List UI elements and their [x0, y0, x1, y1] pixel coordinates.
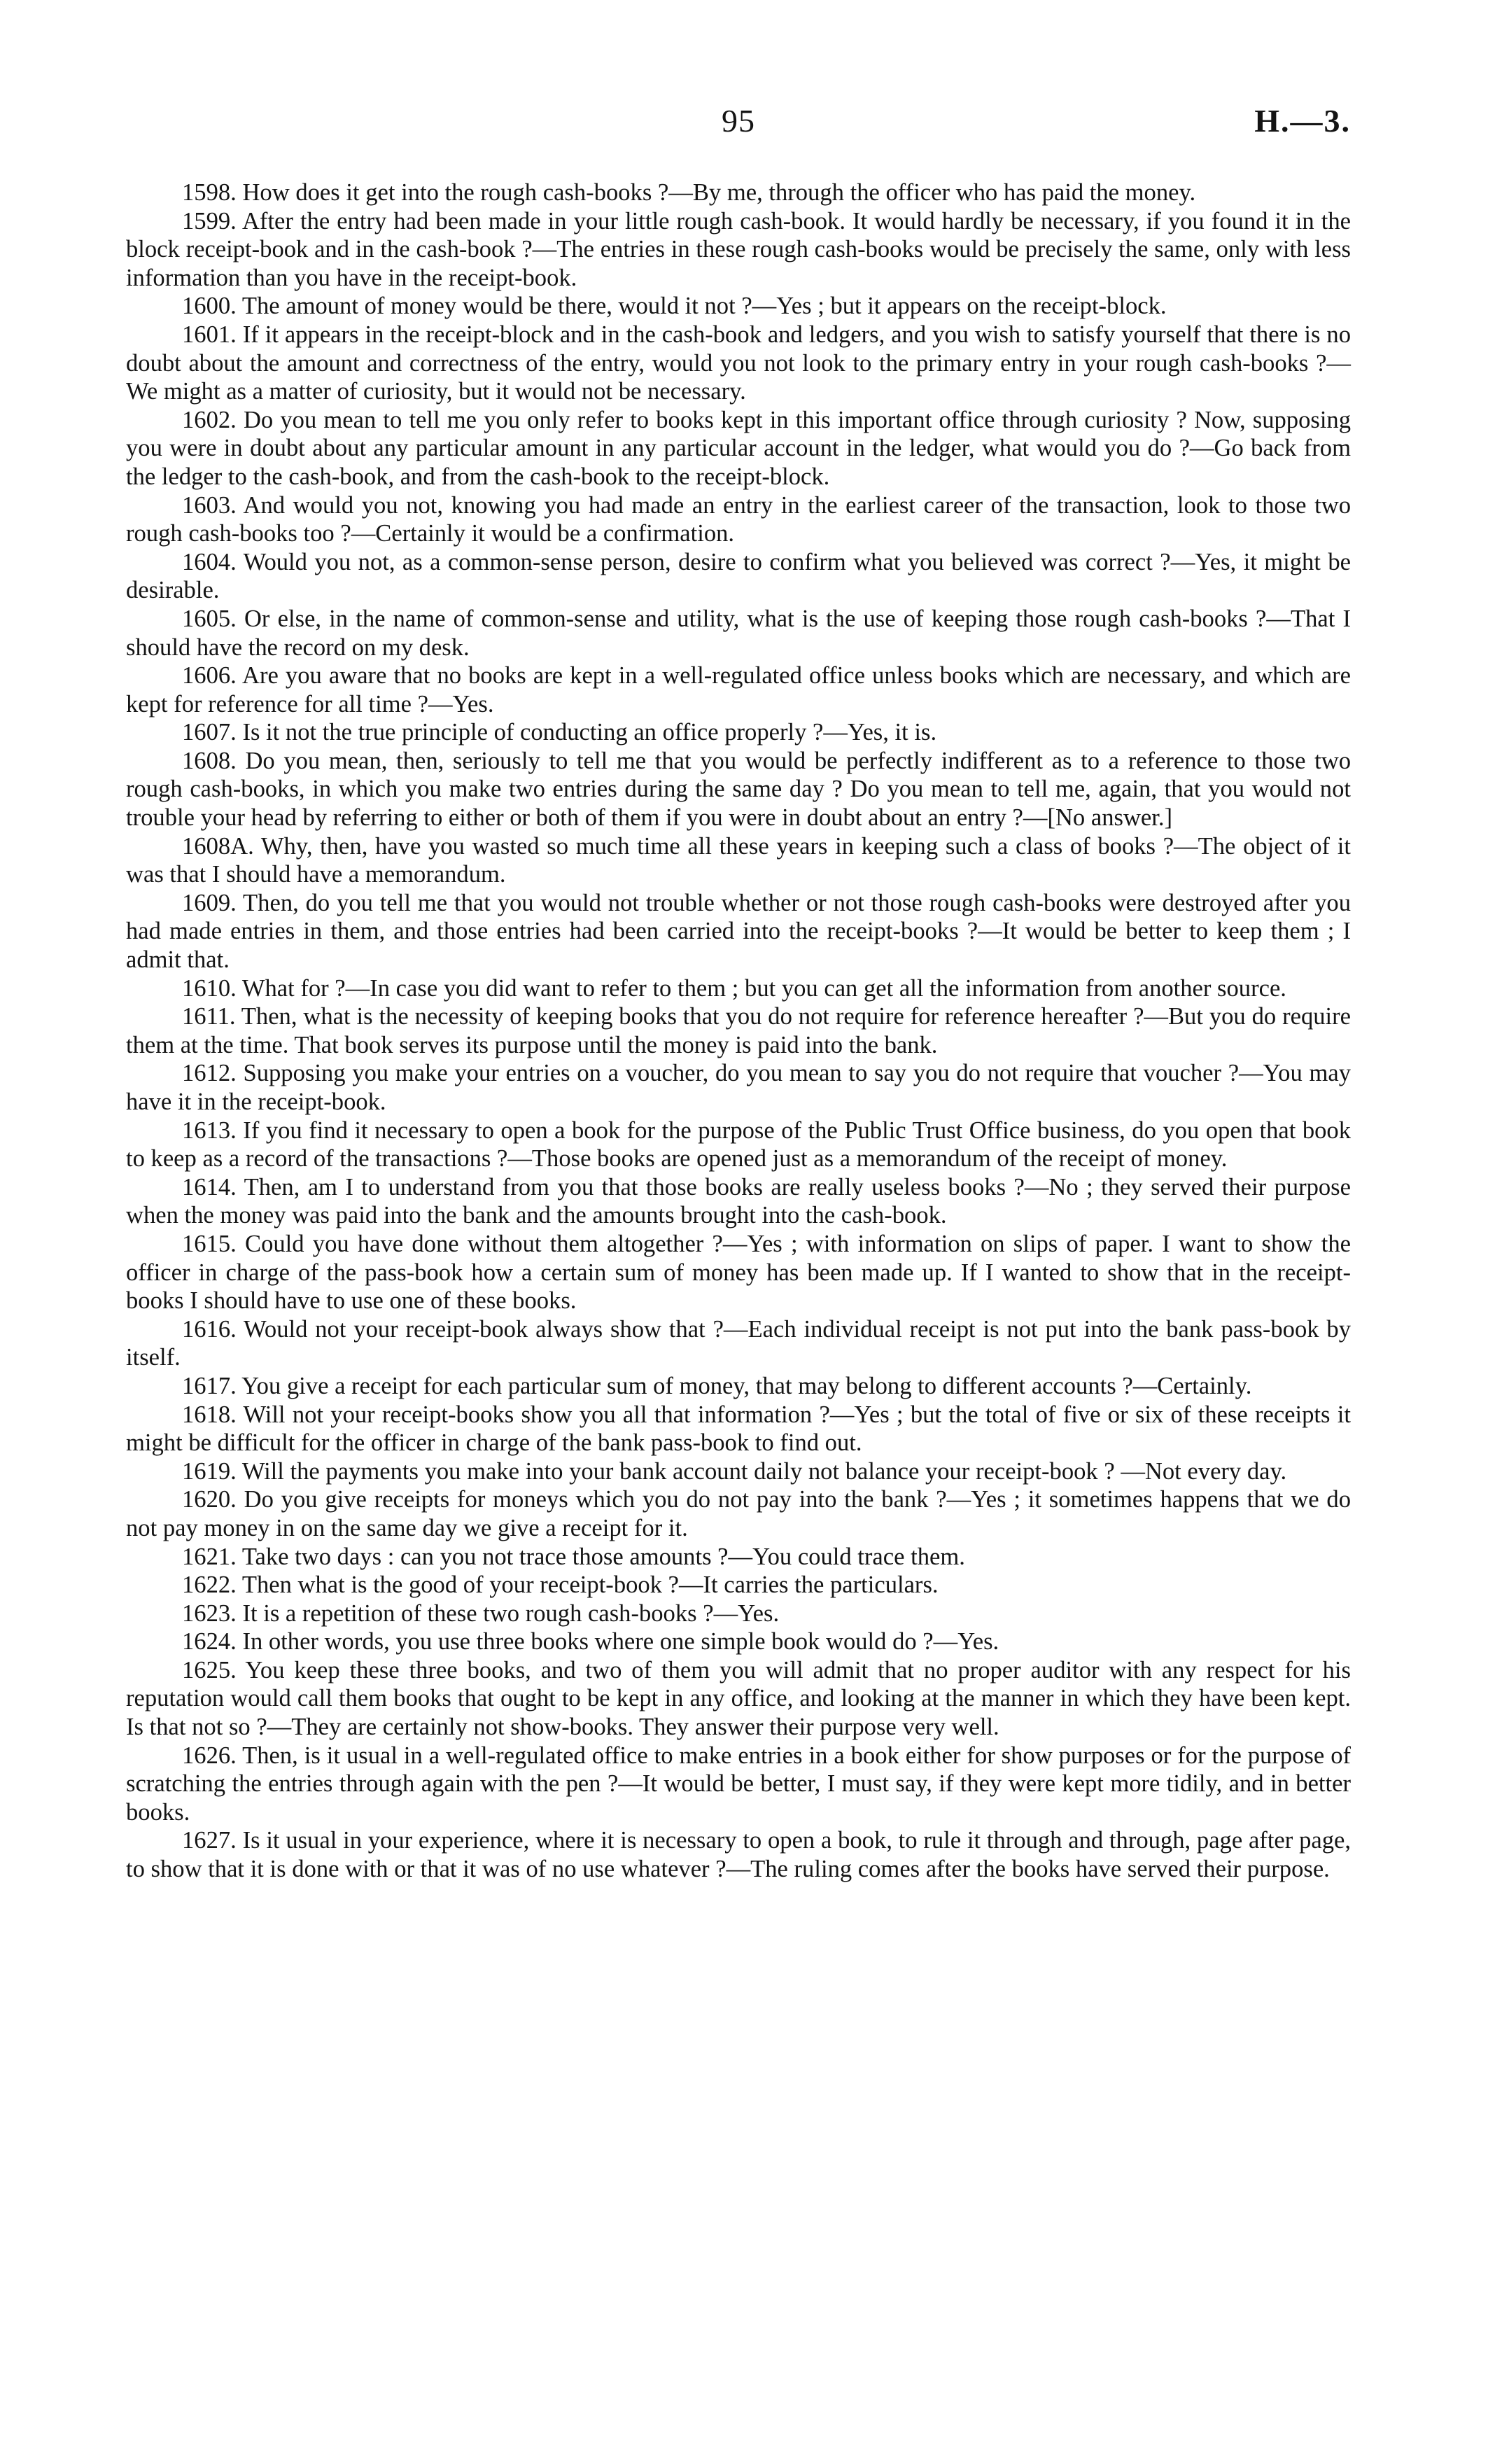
document-body — [126, 178, 1351, 1884]
paragraph: 1603. And would you not, knowing you had made an entry in the earliest career of the transaction, look to those two rough cash-books too ?—Certainly it would be a confirmation. — [126, 491, 1351, 547]
paragraph: 1620. Do you give receipts for moneys which you do not pay into the bank ?—Yes ; it sometimes happens that we do not pay money in on the same day we give a receipt for it. — [126, 1486, 1351, 1541]
paragraph: 1618. Will not your receipt-books show you all that information ?—Yes ; but the total of five or six of these receipts it might be difficult for the officer in charge of the bank pass-book to find out. — [126, 1401, 1351, 1457]
paragraph: 1598. How does it get into the rough cash-books ?—By me, through the officer who has paid the money. — [182, 179, 1196, 206]
paragraph: 1621. Take two days : can you not trace those amounts ?—You could trace them. — [182, 1543, 965, 1570]
paragraph: 1607. Is it not the true principle of conducting an office properly ?—Yes, it is. — [182, 719, 937, 746]
paragraph: 1608. Do you mean, then, seriously to tell me that you would be perfectly indifferent as to a reference to those two rough cash-books, in which you make two entries during the same day ? Do you mean to tell me, again, that you would not trouble your head by referring to either or both of them if you were in doubt about an entry ?—[No answer.] — [126, 747, 1351, 832]
paragraph: 1624. In other words, you use three books where one simple book would do ?—Yes. — [182, 1628, 999, 1656]
paragraph: 1611. Then, what is the necessity of keeping books that you do not require for reference hereafter ?—But you do require them at the time. That book serves its purpose until the money is paid into the bank. — [126, 1003, 1351, 1058]
paragraph: 1600. The amount of money would be there, would it not ?—Yes ; but it appears on the receipt-block. — [182, 293, 1167, 320]
paragraph: 1625. You keep these three books, and two of them you will admit that no proper auditor with any respect for his reputation would call them books that ought to be kept in any office, and looking at the manner in which they have been kept. Is that not so ?—They are certainly not show-books. They answer their purpose very well. — [126, 1656, 1351, 1741]
paragraph: 1615. Could you have done without them altogether ?—Yes ; with information on slips of paper. I want to show the officer in charge of the pass-book how a certain sum of money has been made up. If I wanted to show that in the receipt-books I should have to use one of these books. — [126, 1230, 1351, 1315]
paragraph: 1627. Is it usual in your experience, where it is necessary to open a book, to rule it through and through, page after page, to show that it is done with or that it was of no use whatever ?—The ruling comes after the books have served their purpose. — [126, 1827, 1351, 1883]
paragraph: 1601. If it appears in the receipt-block and in the cash-book and ledgers, and you wish to satisfy yourself that there is no doubt about the amount and correctness of the entry, would you not look to the primary entry in your rough cash-books ?—We might as a matter of curiosity, but it would not be necessary. — [126, 321, 1351, 405]
paragraph: 1623. It is a repetition of these two rough cash-books ?—Yes. — [182, 1600, 780, 1627]
page-number: 95 — [722, 103, 755, 139]
paragraph: 1619. Will the payments you make into your bank account daily not balance your receipt-book ? —Not every day. — [182, 1457, 1287, 1485]
paragraph: 1609. Then, do you tell me that you would not trouble whether or not those rough cash-books were destroyed after you had made entries in them, and those entries had been carried into the receipt-books ?—It would be better to keep them ; I admit that. — [126, 889, 1351, 974]
document-reference: H.—3. — [1254, 103, 1351, 139]
paragraph: 1606. Are you aware that no books are kept in a well-regulated office unless books which are necessary, and which are kept for reference for all time ?—Yes. — [126, 662, 1351, 718]
paragraph: 1613. If you find it necessary to open a book for the purpose of the Public Trust Office business, do you open that book to keep as a record of the transactions ?—Those books are opened just as a memorandum of the receipt of money. — [126, 1116, 1351, 1172]
paragraph: 1608A. Why, then, have you wasted so much time all these years in keeping such a class of books ?—The object of it was that I should have a memorandum. — [126, 832, 1351, 888]
paragraph: 1602. Do you mean to tell me you only refer to books kept in this important office through curiosity ? Now, supposing you were in doubt about any particular amount in any particular account in the ledger, what would you do ?—Go back from the ledger to the cash-book, and from the cash-book to the receipt-block. — [126, 406, 1351, 490]
paragraph: 1622. Then what is the good of your receipt-book ?—It carries the particulars. — [182, 1572, 939, 1599]
page-header — [126, 102, 1351, 151]
paragraph: 1616. Would not your receipt-book always show that ?—Each individual receipt is not put into the bank pass-book by itself. — [126, 1315, 1351, 1371]
paragraph: 1614. Then, am I to understand from you that those books are really useless books ?—No ; they served their purpose when the money was paid into the bank and the amounts brought into the cash-book. — [126, 1173, 1351, 1229]
paragraph: 1605. Or else, in the name of common-sense and utility, what is the use of keeping those rough cash-books ?—That I should have the record on my desk. — [126, 605, 1351, 661]
paragraph: 1599. After the entry had been made in your little rough cash-book. It would hardly be necessary, if you found it in the block receipt-book and in the cash-book ?—The entries in these rough cash-books would be precisely the same, only with less information than you have in the receipt-book. — [126, 207, 1351, 291]
paragraph: 1604. Would you not, as a common-sense person, desire to confirm what you believed was correct ?—Yes, it might be desirable. — [126, 548, 1351, 604]
paragraph: 1610. What for ?—In case you did want to refer to them ; but you can get all the information from another source. — [182, 974, 1286, 1002]
paragraph: 1626. Then, is it usual in a well-regulated office to make entries in a book either for show purposes or for the purpose of scratching the entries through again with the pen ?—It would be better, I must say, if they were kept more tidily, and in better books. — [126, 1742, 1351, 1826]
paragraph: 1617. You give a receipt for each particular sum of money, that may belong to different accounts ?—Certainly. — [182, 1372, 1252, 1399]
paragraph: 1612. Supposing you make your entries on a voucher, do you mean to say you do not require that voucher ?—You may have it in the receipt-book. — [126, 1060, 1351, 1115]
